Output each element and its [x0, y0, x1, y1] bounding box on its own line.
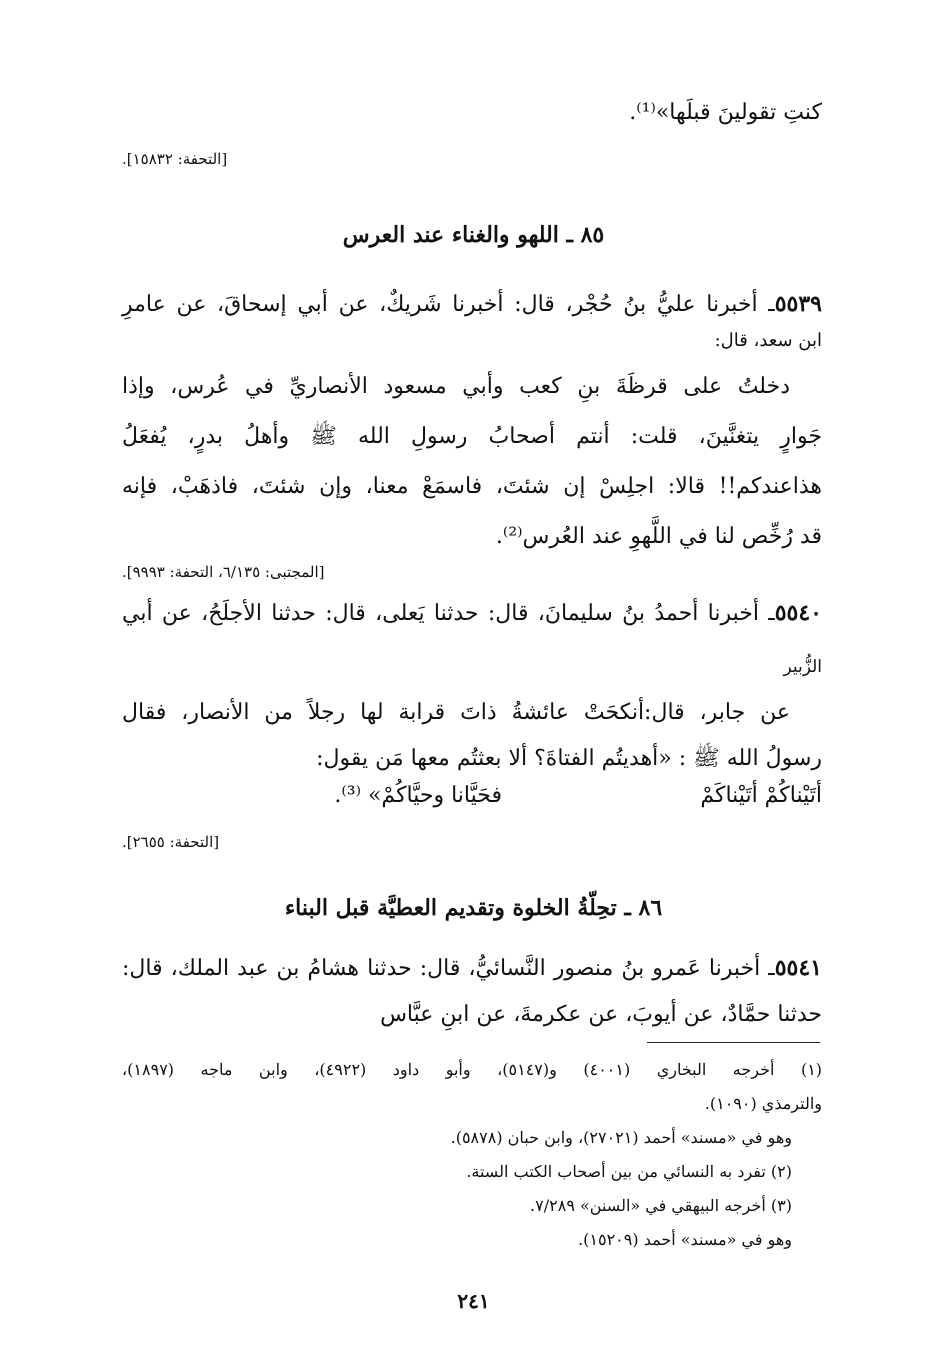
hadith-5541-isnad — [122, 945, 822, 1038]
reference-tuhfa: [التحفة: ١٥٨٣٢]. — [122, 150, 228, 168]
footnote-1-continuation: وهو في «مسند» أحمد (٢٧٠٢١)، وابن حبان (٥٨٧٨). — [450, 1128, 792, 1147]
footnote-separator — [647, 1042, 820, 1043]
hadith-5539-isnad — [122, 280, 822, 329]
footnote-2: (٢) تفرد به النسائي من بين أصحاب الكتب الستة. — [466, 1162, 792, 1181]
isnad-continuation: حدثنا حمَّادٌ، عن أيوبَ، عن عكرمةَ، عن ابنِ عبَّاس — [380, 1002, 822, 1027]
isnad-text: ـ أخبرنا أحمدُ بنُ سليمانَ، قال: حدثنا يَعلى، قال: حدثنا الأجلَحُ، عن أبي — [122, 601, 775, 626]
footnote-3-continuation: وهو في «مسند» أحمد (١٥٢٠٩). — [578, 1230, 792, 1249]
matn-line: جَوارٍ يتغنَّينَ، قلت: أنتم أصحابُ رسولِ الله ﷺ وأهلُ بدرٍ، يُفعَلُ — [122, 424, 822, 449]
footnote-3: (٣) أخرجه البيهقي في «السنن» ٧/٢٨٩. — [530, 1196, 792, 1215]
isnad-continuation: الزُّبير — [783, 657, 822, 677]
verse-second-hemistich: فحَيَّانا وحيَّاكُمْ» ⁽³⁾. — [334, 783, 502, 808]
reference-tuhfa: [التحفة: ٢٦٥٥]. — [122, 833, 220, 851]
hadith-5539-matn — [122, 362, 822, 562]
isnad-continuation: ابن سعد، قال: — [714, 330, 822, 351]
footnote-1: (١) أخرجه البخاري (٤٠٠١) و(٥١٤٧)، وأبو داود (٤٩٢٢)، وابن ماجه (١٨٩٧)، — [122, 1060, 823, 1079]
poem-verse — [122, 783, 822, 823]
matn-line: قد رُخِّص لنا في اللَّهوِ عند العُرس⁽²⁾. — [495, 524, 822, 549]
top-line: كنتِ تقولينَ قبلَها»⁽¹⁾. — [629, 100, 822, 125]
hadith-number: ٥٥٤١ — [774, 955, 822, 981]
hadith-5540-isnad — [122, 600, 822, 626]
matn-line: رسولُ الله ﷺ : «أهديتُم الفتاةَ؟ ألا بعثتُم معها مَن يقول: — [316, 746, 822, 771]
page-number: ٢٤١ — [457, 1289, 490, 1313]
chapter-heading-86: ٨٦ ـ تحِلّةُ الخلوة وتقديم العطيَّة قبل البناء — [284, 895, 663, 921]
isnad-text: ـ أخبرنا عَمرو بنُ منصور النَّسائيُّ، قال: حدثنا هشامُ بن عبد الملك، قال: — [122, 956, 775, 981]
chapter-heading-85: ٨٥ ـ اللهو والغناء عند العرس — [342, 222, 605, 248]
verse-first-hemistich: أتَيْناكُمْ أتَيْناكَمْ — [700, 783, 822, 808]
footnotes — [122, 1053, 822, 1257]
hadith-5540-matn — [122, 690, 822, 782]
hadith-number: ٥٥٣٩ — [774, 291, 822, 317]
matn-line: هذاعندكم!! قالا: اجلِسْ إن شئتَ، فاسمَعْ معنا، وإن شئتَ، فاذهَبْ، فإنه — [122, 474, 822, 499]
matn-line: دخلتُ على قرظَةَ بنِ كعب وأبي مسعود الأنصاريِّ في عُرس، وإذا — [122, 374, 790, 399]
reference-mujtaba: [المجتبى: ٦/١٣٥، التحفة: ٩٩٩٣]. — [122, 563, 325, 581]
matn-line: عن جابر، قال:أنكحَتْ عائشةُ ذاتَ قرابة لها رجلاً من الأنصار، فقال — [122, 700, 790, 725]
footnote-1-continuation: والترمذي (١٠٩٠). — [704, 1094, 822, 1113]
hadith-number: ٥٥٤٠ — [774, 600, 822, 626]
isnad-text: ـ أخبرنا عليُّ بنُ حُجْر، قال: أخبرنا شَريكٌ، عن أبي إسحاقَ، عن عامرِ — [122, 292, 775, 317]
